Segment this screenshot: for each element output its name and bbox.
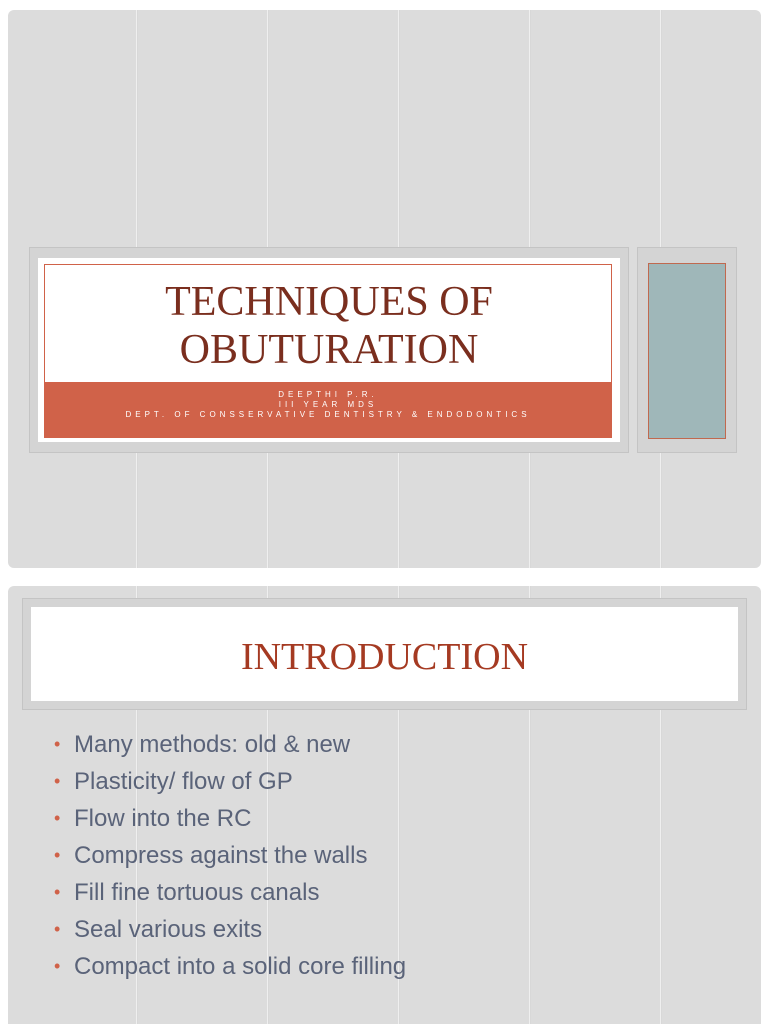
bullet-icon: • (54, 734, 61, 754)
subtitle-band (44, 382, 612, 438)
introduction-slide (8, 586, 761, 1024)
author-department: DEPT. OF CONSSERVATIVE DENTISTRY & ENDODONTICS (125, 410, 531, 419)
bullet-icon: • (54, 919, 61, 939)
bullet-text: Flow into the RC (74, 805, 252, 832)
title-slide (8, 10, 761, 568)
bullet-icon: • (54, 808, 61, 828)
bullet-item (54, 948, 406, 985)
teal-decorative-block (648, 263, 726, 439)
bullet-list (54, 726, 406, 985)
bullet-text: Compress against the walls (74, 842, 368, 869)
bullet-icon: • (54, 771, 61, 791)
heading-card (31, 607, 738, 701)
side-decoration-frame (637, 247, 737, 453)
bullet-text: Seal various exits (74, 916, 263, 943)
heading-frame (22, 598, 747, 710)
author-year: III YEAR MDS (278, 400, 378, 409)
bullet-icon: • (54, 845, 61, 865)
bullet-item (54, 911, 406, 948)
bullet-icon: • (54, 956, 61, 976)
bullet-icon: • (54, 882, 61, 902)
bullet-text: Fill fine tortuous canals (74, 879, 320, 906)
bullet-text: Many methods: old & new (74, 731, 351, 758)
title-frame (29, 247, 629, 453)
slide-title-line-1: TECHNIQUES OF (165, 279, 493, 325)
bullet-item (54, 726, 406, 763)
slide-title-line-2: OBUTURATION (179, 327, 479, 373)
bullet-item (54, 800, 406, 837)
bullet-text: Compact into a solid core filling (74, 953, 407, 980)
slide-heading: INTRODUCTION (240, 636, 529, 678)
author-name: DEEPTHI P.R. (278, 390, 378, 399)
slide-title (38, 278, 620, 374)
title-card (38, 258, 620, 442)
bullet-item (54, 874, 406, 911)
bullet-text: Plasticity/ flow of GP (74, 768, 293, 795)
bullet-item (54, 837, 406, 874)
bullet-item (54, 763, 406, 800)
